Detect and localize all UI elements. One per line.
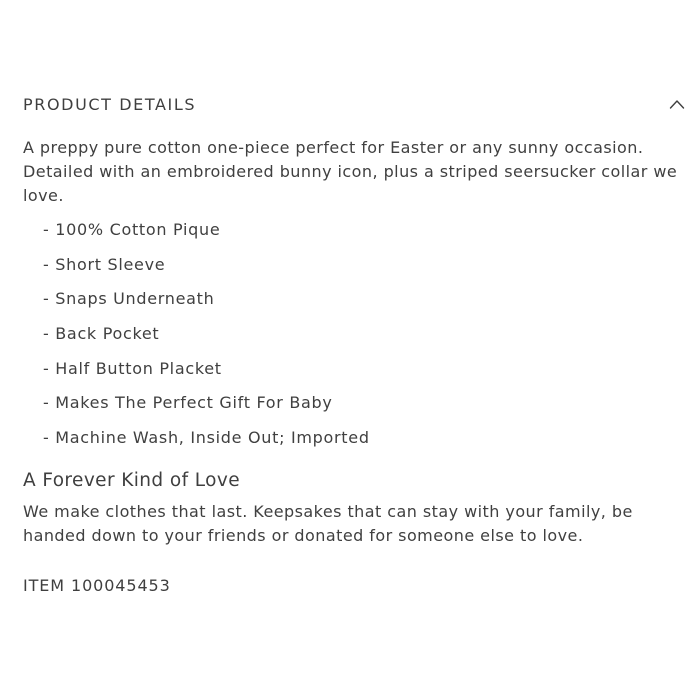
product-details-header[interactable] — [23, 93, 687, 115]
product-details-title: PRODUCT DETAILS — [23, 94, 197, 114]
item-number: ITEM 100045453 — [23, 576, 171, 596]
feature-list — [23, 218, 687, 450]
feature-item: - Half Button Placket — [43, 358, 222, 378]
forever-love-text: We make clothes that last. Keepsakes that can stay with your family, be handed down to your friends or donated for someone else to love. — [23, 502, 633, 546]
feature-item: - Short Sleeve — [43, 254, 166, 274]
chevron-up-icon[interactable] — [669, 95, 687, 114]
product-description: A preppy pure cotton one-piece perfect for Easter or any sunny occasion. Detailed with an embroidered bunny icon, plus a striped seersucker collar we love. — [23, 138, 678, 205]
feature-item: - Machine Wash, Inside Out; Imported — [43, 428, 370, 448]
forever-love-heading: A Forever Kind of Love — [23, 470, 240, 492]
feature-item: - 100% Cotton Pique — [43, 220, 221, 239]
product-details-body — [23, 136, 687, 596]
feature-item: - Snaps Underneath — [43, 289, 215, 309]
feature-item: - Makes The Perfect Gift For Baby — [43, 393, 333, 413]
product-details-accordion — [23, 93, 687, 596]
feature-item: - Back Pocket — [43, 324, 160, 344]
